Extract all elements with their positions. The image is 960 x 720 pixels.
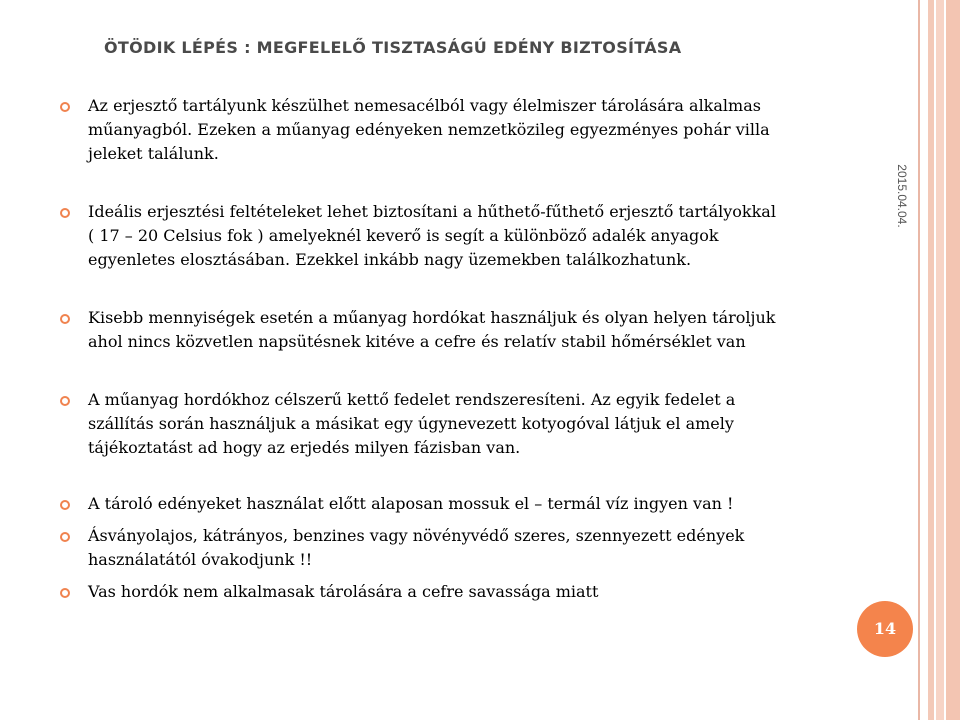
bullet-circle-icon (60, 532, 70, 542)
bullet-circle-icon (60, 500, 70, 510)
bullet-item (58, 200, 848, 272)
page-number-badge: 14 (857, 601, 913, 657)
bullet-line: tájékoztatást ad hogy az erjedés milyen fázisban van. (88, 438, 521, 457)
bullet-item (58, 580, 848, 604)
bullet-circle-icon (60, 208, 70, 218)
bullet-line: jeleket találunk. (88, 144, 219, 163)
bullet-item (58, 94, 848, 166)
bullet-line: A műanyag hordókhoz célszerű kettő fedelet rendszeresíteni. Az egyik fedelet a (88, 390, 736, 409)
bullet-line: műanyagból. Ezeken a műanyag edényeken nemzetközileg egyezményes pohár villa (88, 120, 770, 139)
bullet-line: Kisebb mennyiségek esetén a műanyag hordókat használjuk és olyan helyen tároljuk (88, 308, 776, 327)
bullet-line: Ásványolajos, kátrányos, benzines vagy növényvédő szeres, szennyezett edények (88, 526, 745, 545)
bullet-line: A tároló edényeket használat előtt alaposan mossuk el – termál víz ingyen van ! (88, 494, 734, 513)
bullet-item (58, 492, 848, 516)
bullet-line: szállítás során használjuk a másikat egy úgynevezett kotyogóval látjuk el amely (88, 414, 734, 433)
bullet-circle-icon (60, 396, 70, 406)
bullet-line: Ideális erjesztési feltételeket lehet biztosítani a hűthető-fűthető erjesztő tartályokkal (88, 202, 776, 221)
bullet-line: Az erjesztő tartályunk készülhet nemesacélból vagy élelmiszer tárolására alkalmas (88, 96, 761, 115)
bullet-line: ( 17 – 20 Celsius fok ) amelyeknél keverő is segít a különböző adalék anyagok (88, 226, 719, 245)
slide-date: 2015.04.04. (895, 164, 909, 228)
bullet-circle-icon (60, 314, 70, 324)
bullet-line: Vas hordók nem alkalmasak tárolására a cefre savassága miatt (88, 582, 599, 601)
bullet-circle-icon (60, 588, 70, 598)
bullet-item (58, 524, 848, 572)
bullet-item (58, 388, 848, 460)
slide-title: ÖTÖDIK LÉPÉS : MEGFELELŐ TISZTASÁGÚ EDÉNY BIZTOSÍTÁSA (104, 38, 682, 57)
bullet-line: egyenletes elosztásában. Ezekkel inkább nagy üzemekben találkozhatunk. (88, 250, 692, 269)
bullet-circle-icon (60, 102, 70, 112)
decorative-side-band (928, 0, 960, 720)
bullet-list (58, 94, 848, 604)
bullet-line: ahol nincs közvetlen napsütésnek kitéve a cefre és relatív stabil hőmérséklet van (88, 332, 746, 351)
bullet-line: használatától óvakodjunk !! (88, 550, 313, 569)
right-divider-line (918, 0, 920, 720)
bullet-item (58, 306, 848, 354)
